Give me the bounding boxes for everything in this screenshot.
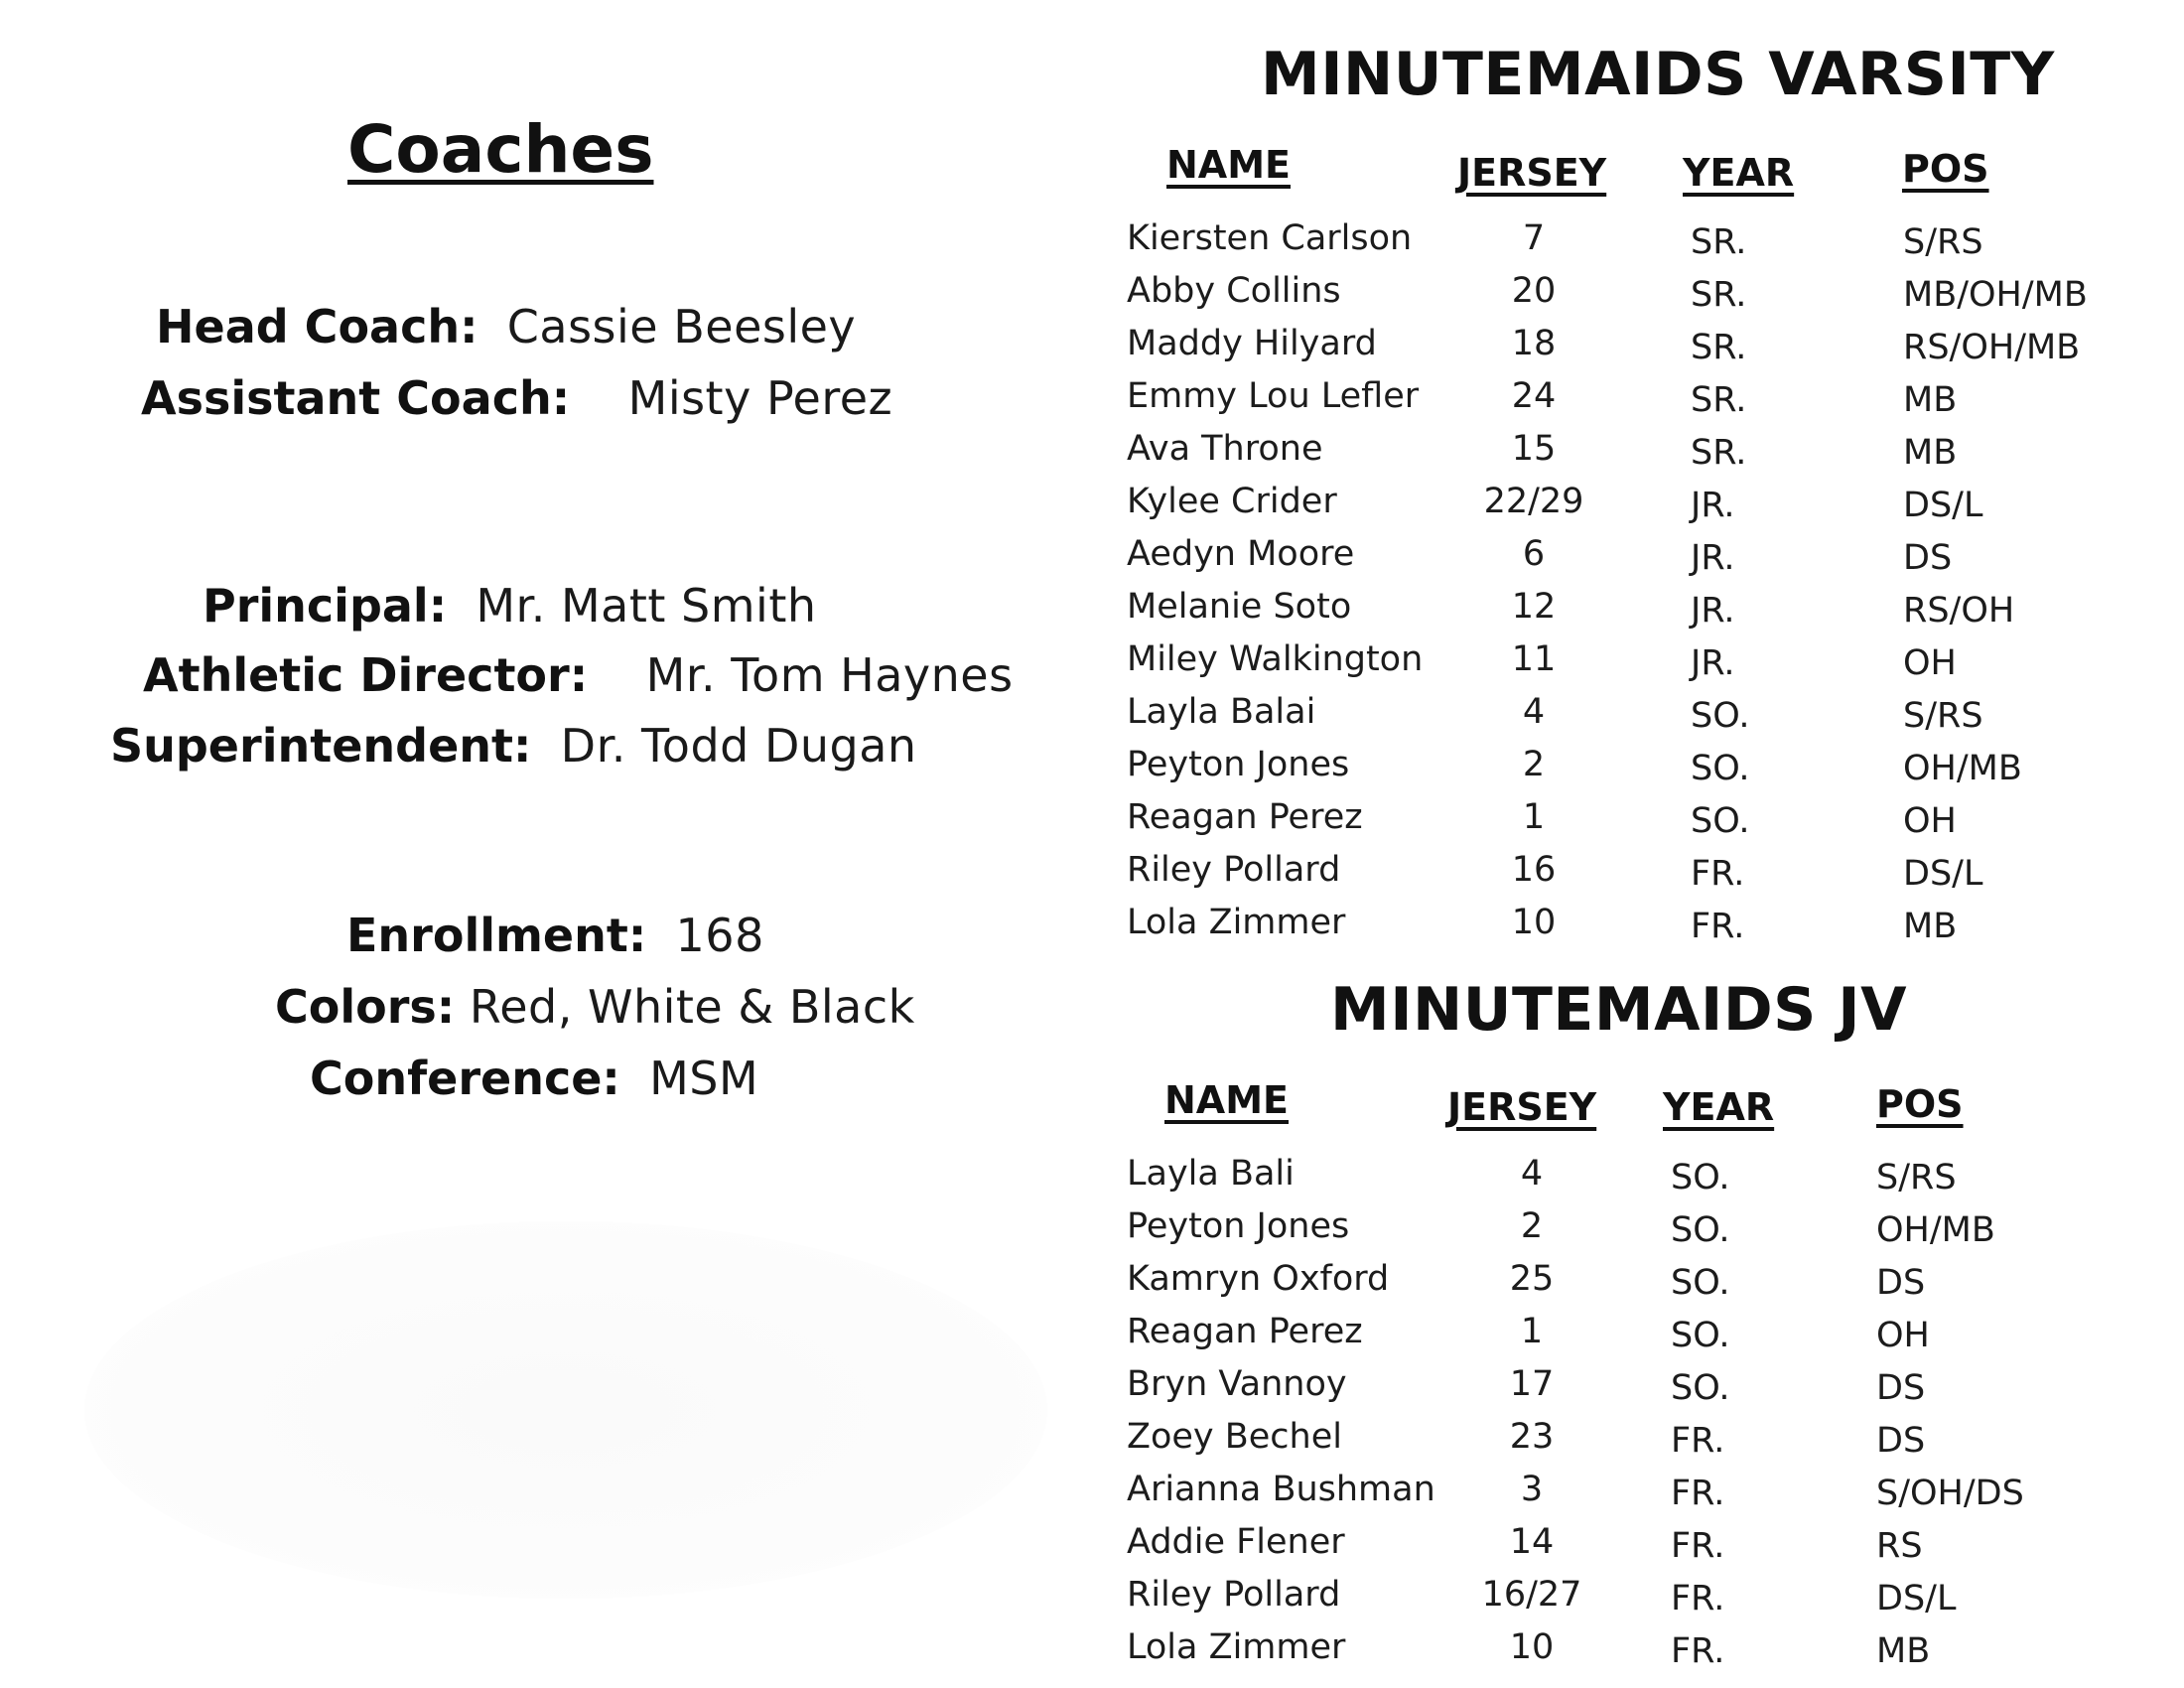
varsity-pos-cell: OH/MB [1903,749,2022,788]
varsity-pos-cell: DS [1903,538,1953,578]
jv-header-year: YEAR [1663,1085,1775,1129]
varsity-jersey-cell: 16 [1511,850,1557,890]
varsity-pos-cell: OH [1903,643,1957,683]
varsity-header-pos: POS [1902,147,1989,191]
jv-name-cell: Addie Flener [1127,1522,1345,1562]
athletic-director-label: Athletic Director [143,648,570,702]
colors-line: Colors: Red, White & Black [275,980,915,1034]
varsity-year-cell: SR. [1691,433,1747,473]
varsity-jersey-cell: 22/29 [1483,482,1584,521]
jv-jersey-cell: 16/27 [1481,1575,1582,1615]
jv-year-cell: FR. [1671,1631,1725,1671]
coaches-title: Coaches [347,111,654,188]
jv-year-cell: SO. [1671,1316,1730,1355]
enrollment-value: 168 [675,909,764,962]
varsity-jersey-cell: 15 [1511,429,1557,469]
varsity-pos-cell: DS/L [1903,854,1983,894]
jv-pos-cell: S/OH/DS [1876,1474,2024,1513]
jv-year-cell: FR. [1671,1526,1725,1566]
varsity-year-cell: FR. [1691,854,1745,894]
jv-pos-cell: MB [1876,1631,1931,1671]
jv-pos-cell: RS [1876,1526,1923,1566]
varsity-name-cell: Aedyn Moore [1127,534,1355,574]
jv-jersey-cell: 4 [1520,1154,1544,1194]
jv-header-jersey: JERSEY [1447,1085,1597,1129]
varsity-pos-cell: MB [1903,433,1958,473]
jv-year-cell: SO. [1671,1368,1730,1408]
varsity-jersey-cell: 11 [1511,639,1557,679]
jv-pos-cell: DS [1876,1263,1926,1303]
athletic-director-value: Mr. Tom Haynes [645,648,1014,702]
varsity-header-jersey: JERSEY [1457,151,1607,195]
varsity-title: MINUTEMAIDS VARSITY [1261,40,2055,109]
superintendent-label: Superintendent [110,719,514,773]
varsity-jersey-cell: 24 [1511,376,1557,416]
varsity-jersey-cell: 10 [1511,903,1557,942]
conference-value: MSM [649,1052,759,1105]
varsity-jersey-cell: 7 [1522,218,1546,258]
varsity-pos-cell: MB/OH/MB [1903,275,2088,315]
varsity-jersey-cell: 4 [1522,692,1546,732]
jv-header-pos: POS [1876,1082,1964,1126]
varsity-pos-cell: S/RS [1903,696,1983,736]
varsity-jersey-cell: 2 [1522,745,1546,784]
varsity-year-cell: JR. [1691,538,1735,578]
varsity-name-cell: Ava Throne [1127,429,1323,469]
jv-jersey-cell: 25 [1509,1259,1555,1299]
jv-jersey-cell: 1 [1520,1312,1544,1351]
superintendent-line: Superintendent: Dr. Todd Dugan [110,719,917,773]
varsity-pos-cell: DS/L [1903,486,1983,525]
varsity-name-cell: Layla Balai [1127,692,1316,732]
jv-header-name: NAME [1164,1078,1289,1122]
jv-jersey-cell: 10 [1509,1627,1555,1667]
faint-logo-shadow [84,1221,1047,1599]
varsity-pos-cell: RS/OH [1903,591,2015,631]
varsity-name-cell: Peyton Jones [1127,745,1350,784]
varsity-year-cell: SO. [1691,696,1750,736]
jv-year-cell: FR. [1671,1474,1725,1513]
jv-name-cell: Bryn Vannoy [1127,1364,1347,1404]
varsity-name-cell: Melanie Soto [1127,587,1352,627]
assistant-coach-label: Assistant Coach [141,371,552,425]
colors-value: Red, White & Black [469,980,915,1034]
jv-pos-cell: DS [1876,1421,1926,1461]
jv-year-cell: SO. [1671,1210,1730,1250]
jv-name-cell: Peyton Jones [1127,1206,1350,1246]
varsity-name-cell: Kylee Crider [1127,482,1337,521]
varsity-year-cell: SO. [1691,801,1750,841]
jv-jersey-cell: 3 [1520,1470,1544,1509]
head-coach-line: Head Coach: Cassie Beesley [156,300,857,353]
varsity-pos-cell: MB [1903,907,1958,946]
varsity-name-cell: Miley Walkington [1127,639,1424,679]
principal-label: Principal [203,579,429,633]
varsity-header-name: NAME [1166,143,1291,187]
jv-pos-cell: OH/MB [1876,1210,1995,1250]
principal-value: Mr. Matt Smith [476,579,817,633]
varsity-year-cell: SR. [1691,380,1747,420]
varsity-year-cell: SR. [1691,275,1747,315]
jv-jersey-cell: 2 [1520,1206,1544,1246]
enrollment-label: Enrollment [346,909,628,962]
varsity-year-cell: SO. [1691,749,1750,788]
varsity-jersey-cell: 20 [1511,271,1557,311]
enrollment-line: Enrollment: 168 [346,909,764,962]
principal-line: Principal: Mr. Matt Smith [203,579,817,633]
assistant-coach-line: Assistant Coach: Misty Perez [141,371,893,425]
jv-jersey-cell: 23 [1509,1417,1555,1457]
varsity-pos-cell: MB [1903,380,1958,420]
varsity-name-cell: Reagan Perez [1127,797,1363,837]
varsity-year-cell: FR. [1691,907,1745,946]
jv-name-cell: Lola Zimmer [1127,1627,1346,1667]
jv-title: MINUTEMAIDS JV [1330,975,1908,1045]
varsity-name-cell: Emmy Lou Lefler [1127,376,1420,416]
jv-name-cell: Kamryn Oxford [1127,1259,1390,1299]
jv-jersey-cell: 17 [1509,1364,1555,1404]
jv-name-cell: Arianna Bushman [1127,1470,1435,1509]
varsity-pos-cell: RS/OH/MB [1903,328,2081,367]
varsity-name-cell: Kiersten Carlson [1127,218,1413,258]
jv-year-cell: SO. [1671,1263,1730,1303]
varsity-jersey-cell: 6 [1522,534,1546,574]
varsity-jersey-cell: 18 [1511,324,1557,363]
varsity-year-cell: SR. [1691,328,1747,367]
varsity-pos-cell: OH [1903,801,1957,841]
varsity-pos-cell: S/RS [1903,222,1983,262]
athletic-director-line: Athletic Director: Mr. Tom Haynes [143,648,1014,702]
head-coach-value: Cassie Beesley [506,300,857,353]
varsity-name-cell: Riley Pollard [1127,850,1341,890]
varsity-year-cell: JR. [1691,486,1735,525]
varsity-name-cell: Maddy Hilyard [1127,324,1377,363]
varsity-header-year: YEAR [1683,151,1795,195]
varsity-year-cell: JR. [1691,591,1735,631]
superintendent-value: Dr. Todd Dugan [560,719,917,773]
jv-pos-cell: OH [1876,1316,1930,1355]
head-coach-label: Head Coach [156,300,461,353]
varsity-jersey-cell: 1 [1522,797,1546,837]
jv-name-cell: Zoey Bechel [1127,1417,1342,1457]
assistant-coach-value: Misty Perez [627,371,893,425]
jv-pos-cell: DS [1876,1368,1926,1408]
varsity-name-cell: Abby Collins [1127,271,1341,311]
varsity-year-cell: JR. [1691,643,1735,683]
varsity-name-cell: Lola Zimmer [1127,903,1346,942]
jv-name-cell: Riley Pollard [1127,1575,1341,1615]
jv-pos-cell: S/RS [1876,1158,1957,1197]
conference-label: Conference [310,1052,603,1105]
colors-label: Colors [275,980,437,1034]
jv-year-cell: FR. [1671,1579,1725,1618]
jv-year-cell: SO. [1671,1158,1730,1197]
jv-name-cell: Layla Bali [1127,1154,1295,1194]
varsity-year-cell: SR. [1691,222,1747,262]
jv-jersey-cell: 14 [1509,1522,1555,1562]
jv-pos-cell: DS/L [1876,1579,1957,1618]
conference-line: Conference: MSM [310,1052,759,1105]
jv-name-cell: Reagan Perez [1127,1312,1363,1351]
varsity-jersey-cell: 12 [1511,587,1557,627]
jv-year-cell: FR. [1671,1421,1725,1461]
